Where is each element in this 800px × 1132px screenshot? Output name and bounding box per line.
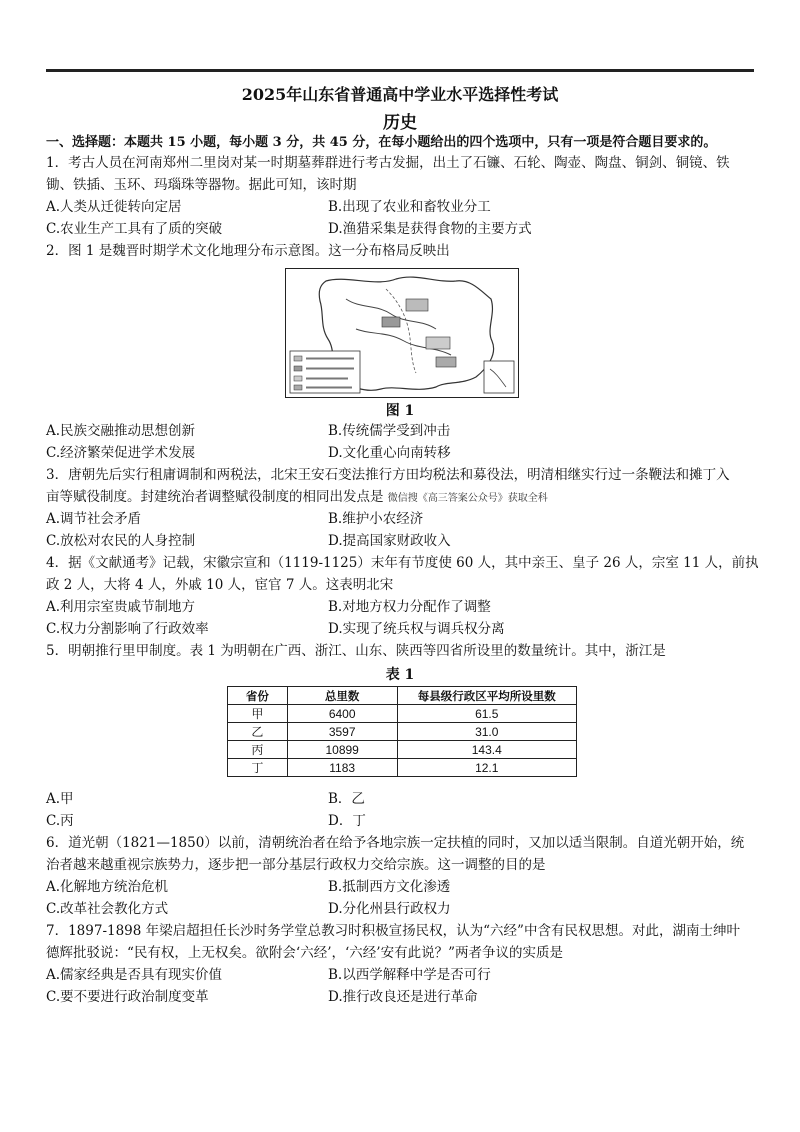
map-illustration [286, 269, 518, 397]
table-cell-province: 丁 [228, 759, 288, 777]
table-row [228, 705, 577, 723]
q7-stem-line2: 德辉批驳说：“民有权，上无权矣。欲附会‘六经’，‘六经’安有此说？”两者争议的实质是 [46, 945, 563, 961]
figure-1-caption: 图 1 [385, 403, 415, 419]
q1-option-b[interactable]: B.出现了农业和畜牧业分工 [328, 199, 491, 215]
q2-option-a[interactable]: A.民族交融推动思想创新 [46, 423, 196, 439]
q1-option-c[interactable]: C.农业生产工具有了质的突破 [46, 221, 223, 237]
table-cell-total: 10899 [287, 741, 397, 759]
q3-option-b[interactable]: B.维护小农经济 [328, 511, 424, 527]
exam-title: 2025年山东省普通高中学业水平选择性考试 [241, 85, 559, 104]
table-header-average: 每县级行政区平均所设里数 [397, 687, 576, 705]
q3-stem-line2 [46, 488, 758, 508]
table-header-row [228, 687, 577, 705]
q1-option-d[interactable]: D.渔猎采集是获得食物的主要方式 [328, 221, 532, 237]
q7-option-b[interactable]: B.以西学解释中学是否可行 [328, 967, 491, 983]
table-row [228, 759, 577, 777]
q5-option-a[interactable]: A.甲 [46, 791, 74, 807]
q5-option-c[interactable]: C.丙 [46, 813, 74, 829]
q1-option-a[interactable]: A.人类从迁徙转向定居 [46, 199, 182, 215]
table-cell-total: 6400 [287, 705, 397, 723]
wei-jin-culture-map [285, 268, 519, 398]
q4-stem-line1: 4．据《文献通考》记载，宋徽宗宣和（1119-1125）末年有节度使 60 人，其中亲王、皇子 26 人，宗室 11 人，前执 [46, 555, 759, 571]
table-cell-province: 甲 [228, 705, 288, 723]
table-cell-average: 31.0 [397, 723, 576, 741]
table-cell-average: 143.4 [397, 741, 576, 759]
q1-stem-line2: 锄、铁插、玉环、玛瑙珠等器物。据此可知，该时期 [46, 177, 357, 193]
q7-option-c[interactable]: C.要不要进行政治制度变革 [46, 989, 209, 1005]
section-heading: 一、选择题：本题共 15 小题，每小题 3 分，共 45 分，在每小题给出的四个选项中，只有一项是符合题目要求的。 [46, 135, 717, 150]
q5-option-b[interactable]: B．乙 [328, 791, 365, 807]
q6-option-d[interactable]: D.分化州县行政权力 [328, 901, 451, 917]
q6-stem-line1: 6．道光朝（1821—1850）以前，清朝统治者在给予各地宗族一定扶植的同时，又加以适当限制。自道光朝开始，统 [46, 835, 745, 851]
table-1-caption: 表 1 [385, 667, 415, 683]
q4-option-d[interactable]: D.实现了统兵权与调兵权分离 [328, 621, 505, 637]
table-row [228, 723, 577, 741]
q1-stem-line1: 1．考古人员在河南郑州二里岗对某一时期墓葬群进行考古发掘，出土了石镰、石轮、陶壶、陶盘、铜剑、铜镜、铁 [46, 155, 730, 171]
watermark-text: 微信搜《高三答案公众号》获取全科 [387, 493, 548, 504]
q3-stem-line2-text: 亩等赋役制度。封建统治者调整赋役制度的相同出发点是 [46, 489, 384, 505]
q4-option-a[interactable]: A.利用宗室贵戚节制地方 [46, 599, 196, 615]
q6-option-c[interactable]: C.改革社会教化方式 [46, 901, 169, 917]
q3-stem-line1: 3．唐朝先后实行租庸调制和两税法，北宋王安石变法推行方田均税法和募役法，明清相继实行过一条鞭法和摊丁入 [46, 467, 730, 483]
q6-stem-line2: 治者越来越重视宗族势力，逐步把一部分基层行政权力交给宗族。这一调整的目的是 [46, 857, 546, 873]
table-cell-total: 3597 [287, 723, 397, 741]
table-header-total: 总里数 [287, 687, 397, 705]
q2-option-b[interactable]: B.传统儒学受到冲击 [328, 423, 451, 439]
table-cell-total: 1183 [287, 759, 397, 777]
table-header-province: 省份 [228, 687, 288, 705]
q2-option-c[interactable]: C.经济繁荣促进学术发展 [46, 445, 196, 461]
q2-stem-line1: 2．图 1 是魏晋时期学术文化地理分布示意图。这一分布格局反映出 [46, 243, 450, 259]
q5-stem-line1: 5．明朝推行里甲制度。表 1 为明朝在广西、浙江、山东、陕西等四省所设里的数量统计。其中，浙江是 [46, 643, 666, 659]
q6-option-a[interactable]: A.化解地方统治危机 [46, 879, 169, 895]
q2-option-d[interactable]: D.文化重心向南转移 [328, 445, 451, 461]
q4-option-b[interactable]: B.对地方权力分配作了调整 [328, 599, 491, 615]
ming-li-table [227, 686, 577, 777]
table-cell-average: 12.1 [397, 759, 576, 777]
q7-stem-line1: 7．1897-1898 年梁启超担任长沙时务学堂总教习时积极宣扬民权，认为“六经”中含有民权思想。对此，湖南士绅叶 [46, 923, 740, 939]
q3-option-a[interactable]: A.调节社会矛盾 [46, 511, 142, 527]
header-rule [46, 69, 754, 72]
q4-option-c[interactable]: C.权力分割影响了行政效率 [46, 621, 209, 637]
subject-title: 历史 [383, 113, 417, 133]
table-cell-average: 61.5 [397, 705, 576, 723]
q4-stem-line2: 政 2 人，大将 4 人，外戚 10 人，宦官 7 人。这表明北宋 [46, 577, 394, 593]
q6-option-b[interactable]: B.抵制西方文化渗透 [328, 879, 451, 895]
table-cell-province: 乙 [228, 723, 288, 741]
table-row [228, 741, 577, 759]
q3-option-d[interactable]: D.提高国家财政收入 [328, 533, 451, 549]
q3-option-c[interactable]: C.放松对农民的人身控制 [46, 533, 196, 549]
q7-option-a[interactable]: A.儒家经典是否具有现实价值 [46, 967, 223, 983]
table-cell-province: 丙 [228, 741, 288, 759]
q7-option-d[interactable]: D.推行改良还是进行革命 [328, 989, 478, 1005]
q5-option-d[interactable]: D．丁 [328, 813, 366, 829]
